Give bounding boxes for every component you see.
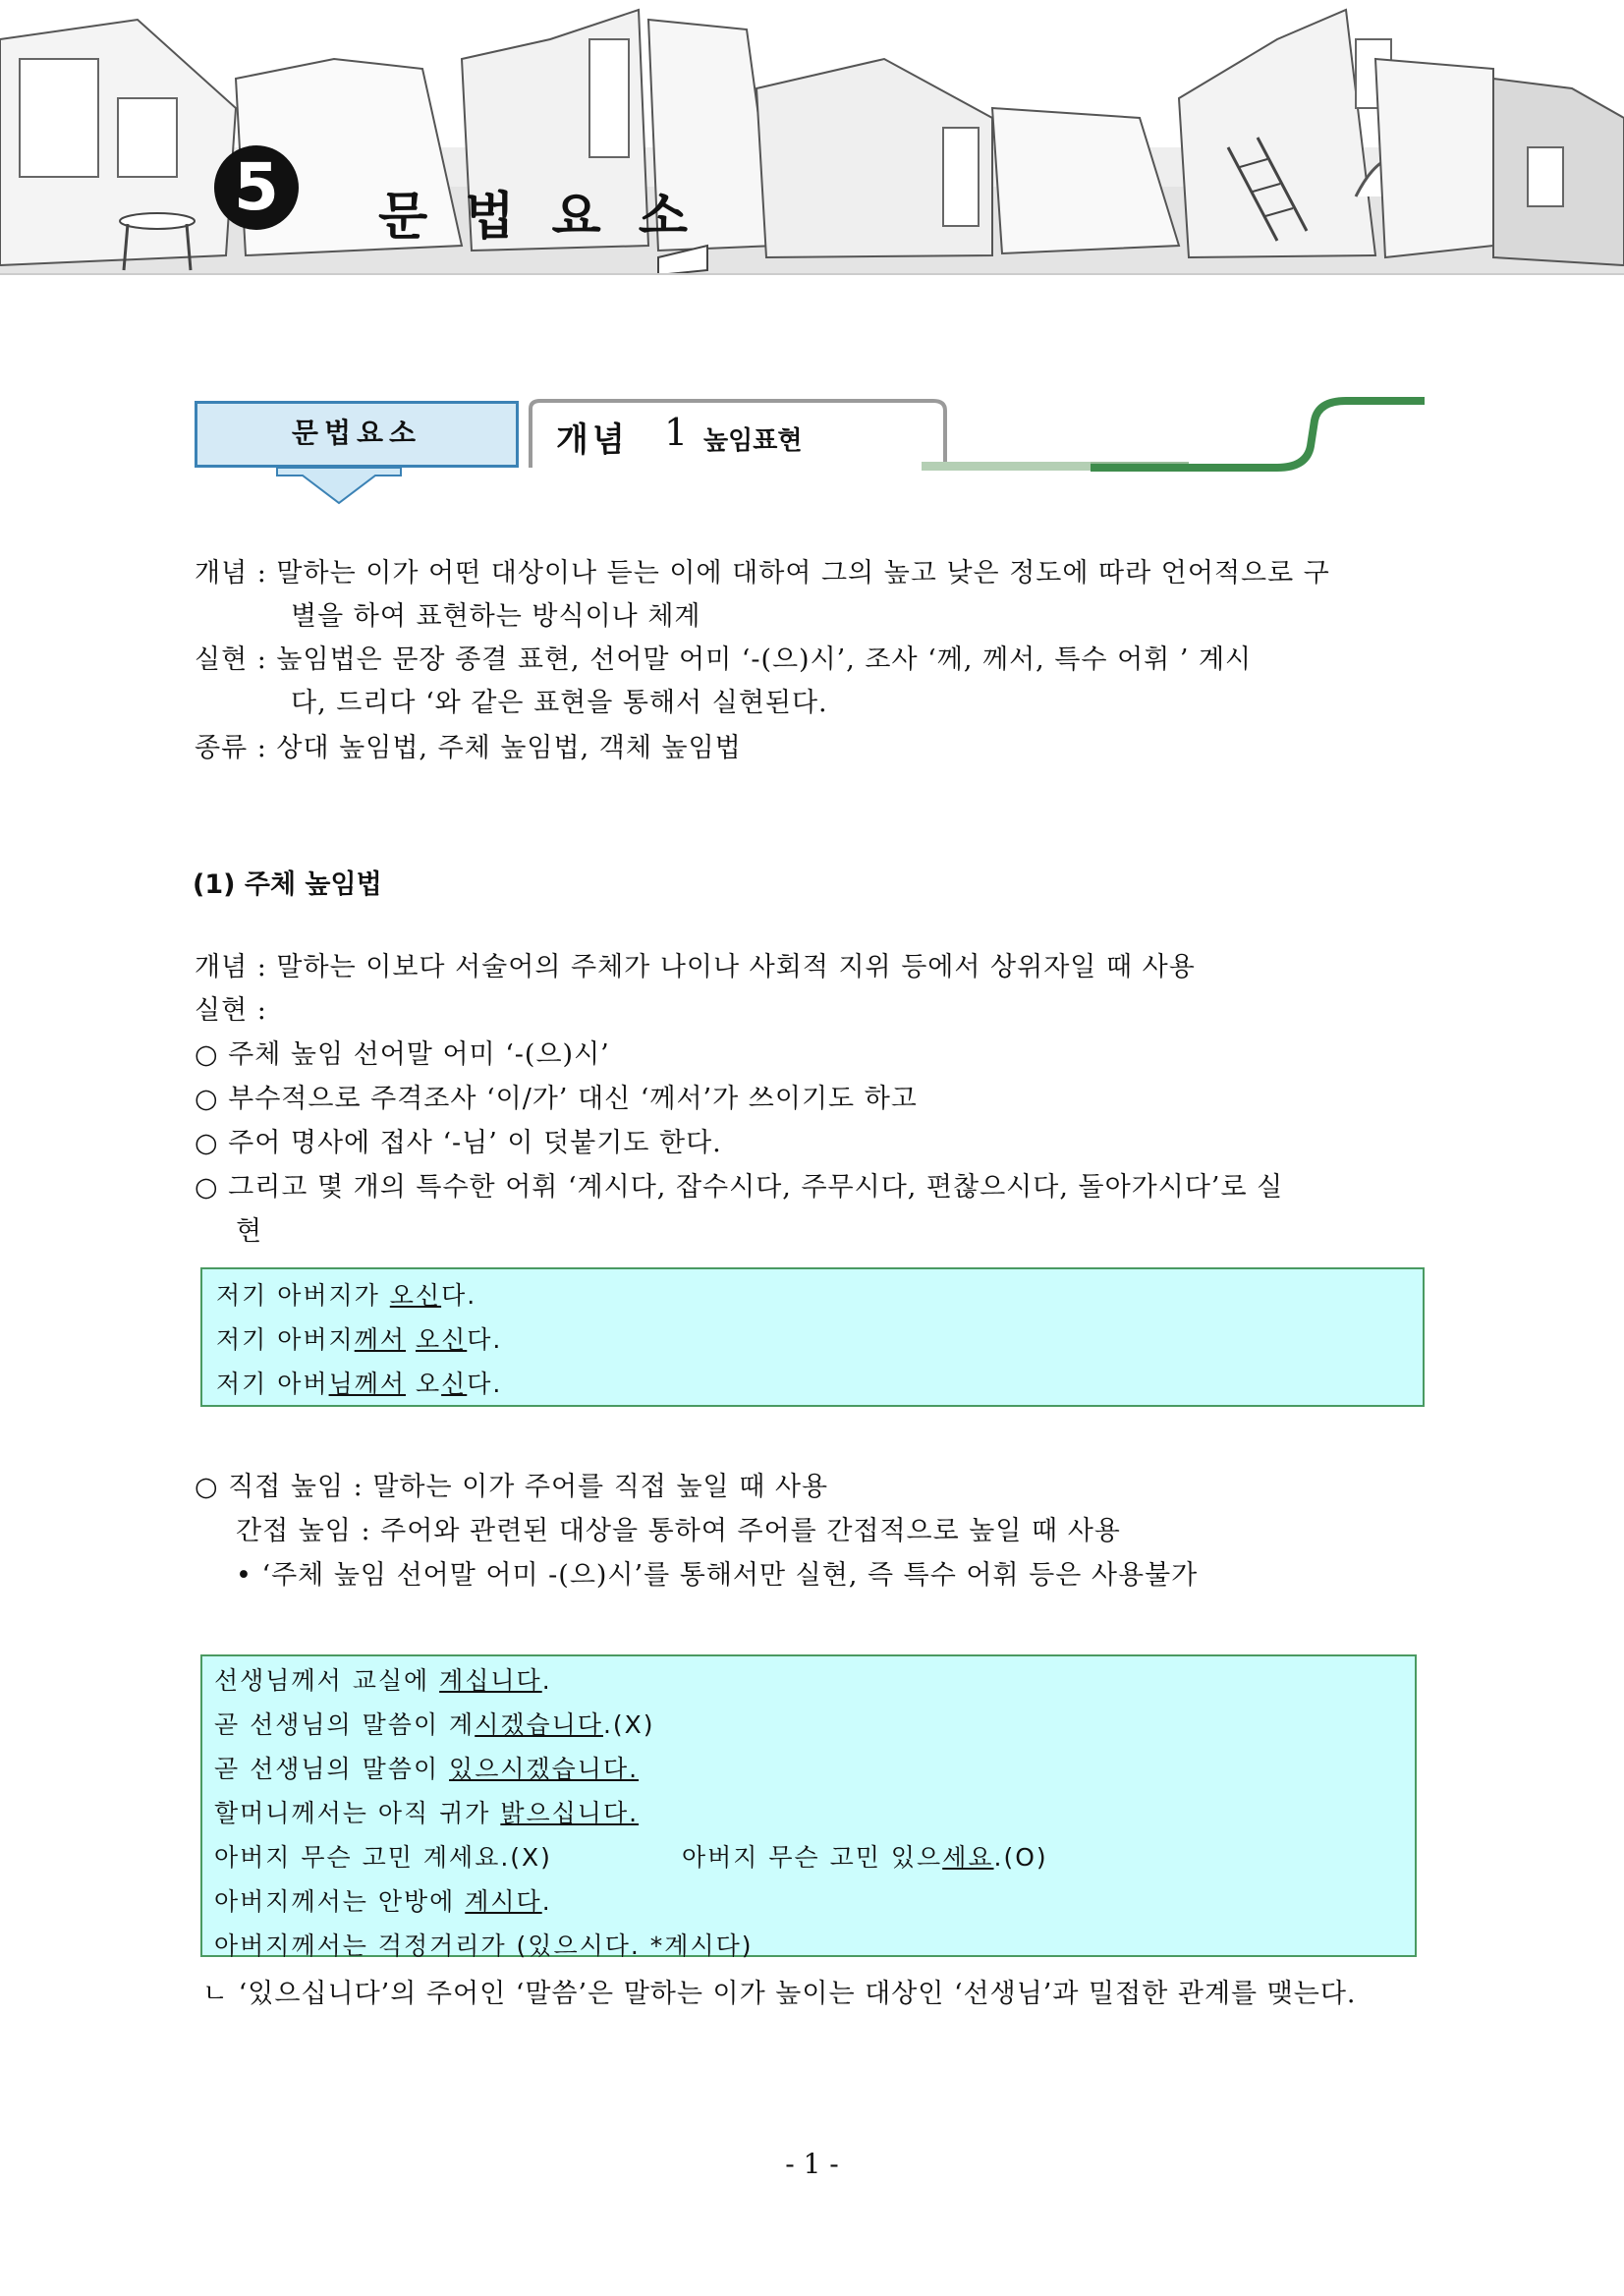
list-item-cont: 현 (236, 1216, 263, 1247)
concept-number: 1 (664, 411, 689, 454)
example-line: 아버지 무슨 고민 계세요.(X) (214, 1843, 552, 1872)
concept-label: 개념 (556, 420, 629, 460)
list-item: ○ 그리고 몇 개의 특수한 어휘 ‘계시다, 잡수시다, 주무시다, 편찮으시다, 돌아가시다’로 실 (195, 1172, 1284, 1203)
realization-line: 실현 : 높임법은 문장 종결 표현, 선어말 어미 ‘-(으)시’, 조사 ‘께, 께서, 특수 어휘 ’ 계시 (195, 644, 1253, 675)
subject-definition: 개념 : 말하는 이보다 서술어의 주체가 나이나 사회적 지위 등에서 상위자일 때 사용 (195, 952, 1196, 982)
example-line: 저기 아버지께서 오신다. (216, 1325, 503, 1354)
direct-honorific-line: ○ 직접 높임 : 말하는 이가 주어를 직접 높일 때 사용 (195, 1472, 829, 1502)
page-number: - 1 - (785, 2148, 839, 2180)
footnote: ㄴ ‘있으십니다’의 주어인 ‘말씀’은 말하는 이가 높이는 대상인 ‘선생님’과 밀접한 관계를 맺는다. (202, 1979, 1357, 2009)
definition-line: 개념 : 말하는 이가 어떤 대상이나 듣는 이에 대하여 그의 높고 낮은 정도에 따라 언어적으로 구 (195, 558, 1330, 588)
concept-frame (521, 397, 1425, 476)
example-line: 아버지께서는 안방에 계시다. (214, 1887, 552, 1916)
example-line: 아버지 무슨 고민 있으세요.(O) (682, 1843, 1048, 1872)
list-item: ○ 주어 명사에 접사 ‘-님’ 이 덧붙기도 한다. (195, 1128, 722, 1158)
indirect-note: • ‘주체 높임 선어말 어미 -(으)시’를 통해서만 실현, 즉 특수 어휘 등은 사용불가 (236, 1560, 1199, 1591)
example-line: 아버지께서는 걱정거리가 (있으시다. *계시다) (214, 1932, 754, 1960)
chapter-title: 문법요소 (378, 188, 725, 247)
subject-realization: 실현 : (195, 995, 267, 1026)
down-arrow-icon (257, 468, 420, 505)
indirect-honorific-line: 간접 높임 : 주어와 관련된 대상을 통하여 주어를 간접적으로 높일 때 사용 (236, 1516, 1121, 1546)
definition-line-cont: 별을 하여 표현하는 방식이나 체계 (291, 601, 701, 632)
chapter-number-badge: 5 (214, 145, 299, 230)
list-item: ○ 부수적으로 주격조사 ‘이/가’ 대신 ‘께서’가 쓰이기도 하고 (195, 1084, 918, 1114)
example-line: 할머니께서는 아직 귀가 밝으십니다. (214, 1799, 640, 1827)
kinds-line: 종류 : 상대 높임법, 주체 높임법, 객체 높임법 (195, 733, 742, 763)
example-box (200, 1267, 1425, 1407)
realization-line-cont: 다, 드리다 ‘와 같은 표현을 통해서 실현된다. (291, 688, 828, 718)
example-line: 곧 선생님의 말씀이 계시겠습니다.(X) (214, 1710, 655, 1739)
example-line: 저기 아버지가 오신다. (216, 1281, 477, 1310)
subsection-heading: (1) 주체 높임법 (193, 869, 382, 900)
section-label-box: 문법요소 (195, 401, 519, 468)
concept-name: 높임표현 (703, 426, 803, 456)
example-line: 곧 선생님의 말씀이 있으시겠습니다. (214, 1755, 640, 1783)
example-line: 저기 아버님께서 오신다. (216, 1370, 503, 1398)
list-item: ○ 주체 높임 선어말 어미 ‘-(으)시’ (195, 1039, 610, 1070)
example-box (200, 1654, 1417, 1960)
header-illustration (0, 0, 1624, 275)
example-line: 선생님께서 교실에 계십니다. (214, 1666, 552, 1695)
